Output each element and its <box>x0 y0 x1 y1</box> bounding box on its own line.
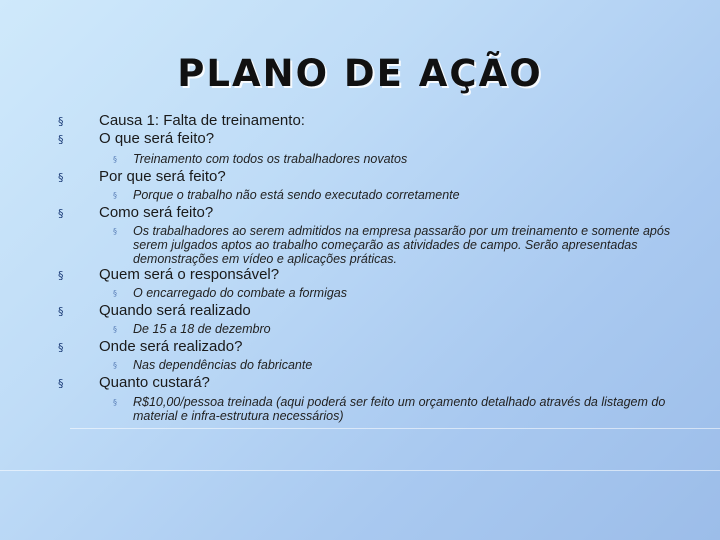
bullet-text: Causa 1: Falta de treinamento: <box>99 112 305 129</box>
bullet-marker-icon: § <box>113 398 117 407</box>
bullet-text: O que será feito? <box>99 130 215 147</box>
bullet-marker-icon: § <box>58 377 64 390</box>
sub-bullet-text: O encarregado do combate a formigas <box>133 286 348 300</box>
sub-bullet-text: Nas dependências do fabricante <box>133 358 313 372</box>
bullet-marker-icon: § <box>58 305 64 318</box>
sub-bullet-text: R$10,00/pessoa treinada (aqui poderá ser feito um orçamento detalhado através da listagem do material e infra-estrutura necessários) <box>133 395 666 423</box>
bullet-marker-icon: § <box>113 325 117 334</box>
bullet-marker-icon: § <box>58 171 64 184</box>
bullet-marker-icon: § <box>113 227 117 236</box>
bullet-marker-icon: § <box>113 289 117 298</box>
bullet-marker-icon: § <box>113 361 117 370</box>
bullet-text: Quanto custará? <box>99 374 210 391</box>
bullet-marker-icon: § <box>113 155 117 164</box>
bullet-text: Por que será feito? <box>99 168 226 185</box>
bullet-marker-icon: § <box>113 191 117 200</box>
bullet-marker-icon: § <box>58 207 64 220</box>
slide-title: PLANO DE AÇÃO <box>177 52 543 95</box>
decorative-line <box>70 428 720 429</box>
sub-bullet-text: De 15 a 18 de dezembro <box>133 322 271 336</box>
sub-bullet-text: Treinamento com todos os trabalhadores novatos <box>133 152 408 166</box>
bullet-text: Quem será o responsável? <box>99 266 280 283</box>
decorative-line <box>0 470 720 471</box>
bullet-marker-icon: § <box>58 133 64 146</box>
bullet-text: Como será feito? <box>99 204 214 221</box>
bullet-marker-icon: § <box>58 341 64 354</box>
sub-bullet-text: Porque o trabalho não está sendo executado corretamente <box>133 188 460 202</box>
sub-bullet-text: Os trabalhadores ao serem admitidos na empresa passarão por um treinamento e somente após serem julgados aptos ao trabalho começarão as atividades de campo. Serão apresentadas demonstrações em vídeo e aplicações práticas. <box>133 224 671 266</box>
bullet-marker-icon: § <box>58 115 64 128</box>
bullet-text: Quando será realizado <box>99 302 251 319</box>
bullet-text: Onde será realizado? <box>99 338 243 355</box>
bullet-marker-icon: § <box>58 269 64 282</box>
